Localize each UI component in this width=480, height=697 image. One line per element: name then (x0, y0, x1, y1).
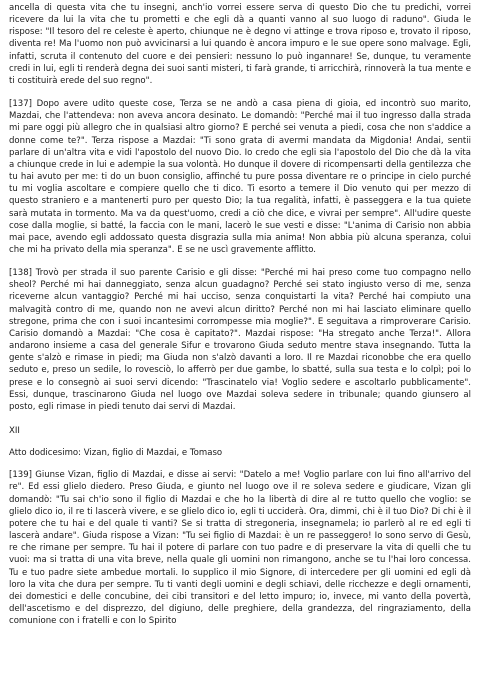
paragraph-138: [138] Trovò per strada il suo parente Carisio e gli disse: "Perché mi hai preso come tuo compagno nello sheol? Perché mi hai danneggiato, senza alcun guadagno? Perché sei stato ingiusto verso di me, senza riceverne alcun vantaggio? Perché mi hai ucciso, senza conquistarti la vita? Perché hai compiuto una malvagità contro di me, quando non ne avevi alcun diritto? Perché non mi hai lasciato eliminare quello stregone, prima che con i suoi incantesimi corrompesse mia moglie?". E seguitava a rimproverare Carisio. Carisio domandò a Mazdai: "Che cosa è capitato?". Mazdai rispose: "Ha stregato anche Terza!". Allora andarono insieme a casa del generale Sifur e trovarono Giuda seduto mentre stava insegnando. Tutta la gente s'alzò e rimase in piedi; ma Giuda non s'alzò davanti a loro. Il re Mazdai riconobbe che era quello seduto e, preso un sedile, lo rovesciò, lo afferrò per due gambe, lo sbatté, sulla sua testa e lo colpì; poi lo prese e lo consegnò ai suoi servi dicendo: "Trascinatelo via! Voglio sedere e ascoltarlo pubblicamente". Essi, dunque, trascinarono Giuda nel luogo ove Mazdai soleva sedere in tribunale; quando giunsero al posto, egli rimase in piedi tenuto dai servi di Mazdai. (9, 268, 471, 412)
paragraph-136-continued: ancella di questa vita che tu insegni, anch'io vorrei essere serva di questo Dio che tu predichi, vorrei ricevere da lui la vita che tu prometti e che egli dà a quanti vanno al suo luogo di raduno". Giuda le rispose: "Il tesoro del re celeste è aperto, chiunque ne è degno vi attinge e trova riposo e, trovato il riposo, diventa re! Ma l'uomo non può avvicinarsi a lui quando è ancora impuro e le sue opere sono malvage. Egli, infatti, scruta il contenuto del cuore e dei pensieri: nessuno lo può ingannare! Se, dunque, tu veramente credi in lui, egli ti renderà degna dei suoi santi misteri, ti farà grande, ti arricchirà, rinnoverà la tua mente e ti costituirà erede del suo regno". (9, 3, 471, 86)
paragraph-139: [139] Giunse Vizan, figlio di Mazdai, e disse ai servi: "Datelo a me! Voglio parlare con lui fino all'arrivo del re". Ed essi glielo diedero. Preso Giuda, e giunto nel luogo ove il re soleva sedere e giudicare, Vizan gli domandò: "Tu sai ch'io sono il figlio di Mazdai e che ho la libertà di dire al re tutto quello che voglio: se glielo dico io, il re ti lascerà vivere, e se glielo dico io, egli ti ucciderà. Ora, dimmi, chi è il tuo Dio? Di chi è il potere che tu hai e del quale ti vanti? Se si tratta di stregoneria, insegnamela; io parlerò al re ed egli ti lascerà andare". Giuda rispose a Vizan: "Tu sei figlio di Mazdai: è un re passeggero! Io sono servo di Gesù, re che rimane per sempre. Tu hai il potere di parlare con tuo padre e di preservare la vita di quelli che tu vuoi: ma si tratta di una vita breve, nella quale gli uomini non rimangono, anche se tu l'hai loro concessa. Tu e tuo padre siete ambedue mortali. Io supplico il mio Signore, di intercedere per gli uomini ed egli dà loro la vita che dura per sempre. Tu ti vanti degli uomini e degli schiavi, delle ricchezze e degli ornamenti, dei domestici e delle concubine, dei cibi transitori e del letto impuro; io, invece, mi vanto della povertà, dell'ascetismo e del disprezzo, del digiuno, delle preghiere, della grandezza, del ringraziamento, della comunione con i fratelli e con lo Spirito (9, 470, 471, 627)
section-title: Atto dodicesimo: Vizan, figlio di Mazdai, e Tomaso (9, 448, 223, 459)
section-number: XII (9, 426, 20, 436)
paragraph-137: [137] Dopo avere udito queste cose, Terza se ne andò a casa piena di gioia, ed incontrò suo marito, Mazdai, che l'attendeva: non aveva ancora desinato. Le domandò: "Perché mai il tuo ingresso dalla strada mi pare oggi più allegro che in qualsiasi altro giorno? E perché sei venuta a piedi, cosa che non s'addice a donne come te?". Terza rispose a Mazdai: "Ti sono grata di avermi mandata da Migdonia! Andai, sentii parlare di un'altra vita e vidi l'apostolo del nuovo Dio. Io credo che egli sia l'apostolo del Dio che dà la vita a chiunque crede in lui e adempie la sua volontà. Ho dunque il dovere di ricompensarti della gentilezza che tu hai avuto per me: ti do un buon consiglio, affinché tu pure possa diventare re o principe in cielo purché tu mi voglia ascoltare e compiere quello che ti dico. Ti esorto a temere il Dio venuto qui per mezzo di questo straniero e a mantenerti puro per questo Dio; la tua regalità, infatti, è passeggera e la tua quiete sarà mutata in tormento. Ma va da quest'uomo, credi a ciò che dice, e vivrai per sempre". All'udire queste cose dalla moglie, si batté, la faccia con le mani, lacerò le sue vesti e disse: "L'anima di Carisio non abbia mai pace, avendo egli addossato questa disgrazia sulla mia anima! Non abbia più alcuna speranza, colui che mi ha privato della mia speranza". E se ne uscì gravemente afflitto. (9, 99, 471, 255)
